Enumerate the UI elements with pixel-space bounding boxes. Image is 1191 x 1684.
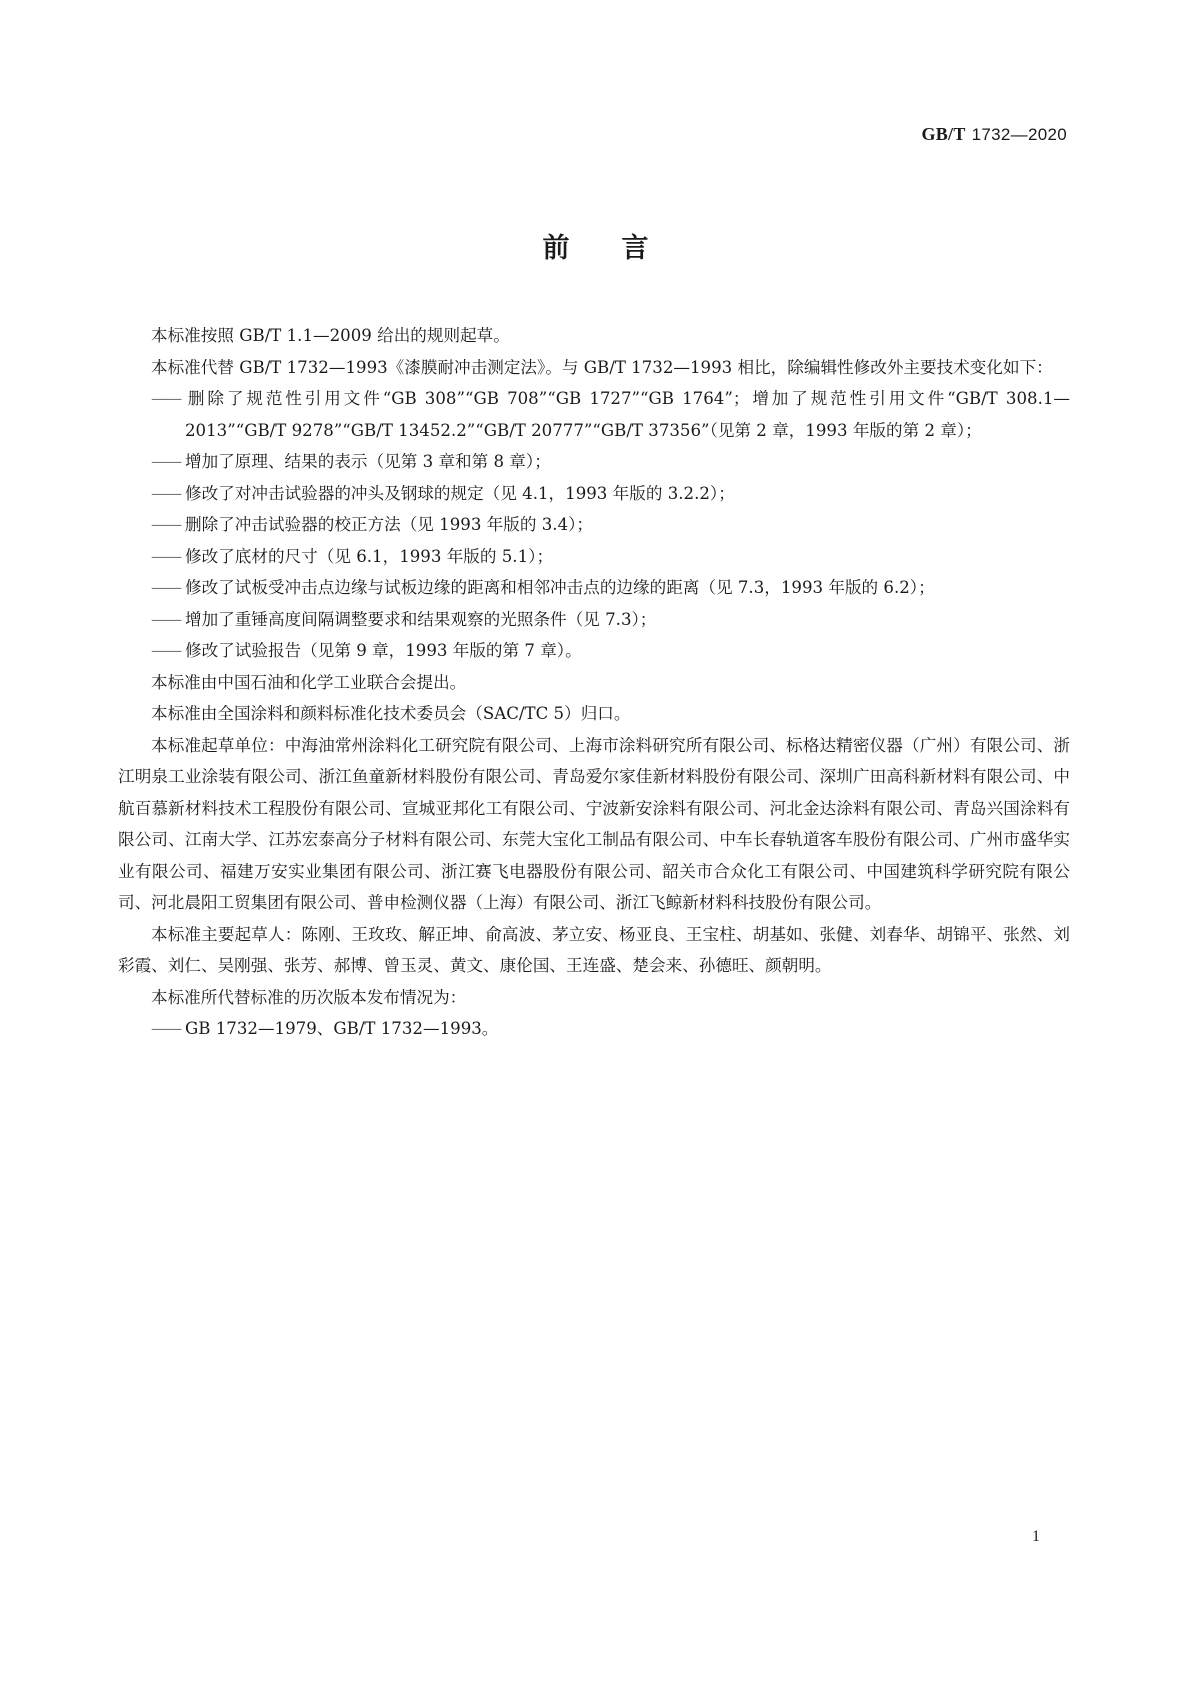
dash-bullet: —— bbox=[151, 578, 181, 597]
list-item: —— 修改了底材的尺寸（见 6.1，1993 年版的 5.1）； bbox=[118, 541, 1070, 573]
list-item: —— 删除了冲击试验器的校正方法（见 1993 年版的 3.4）； bbox=[118, 509, 1070, 541]
paragraph-version-history: 本标准所代替标准的历次版本发布情况为： bbox=[151, 987, 467, 1007]
dash-bullet: —— bbox=[151, 1019, 181, 1038]
dash-bullet: —— bbox=[151, 609, 181, 629]
dash-bullet: —— bbox=[151, 452, 181, 471]
dash-bullet: —— bbox=[151, 641, 181, 660]
standard-code-header bbox=[921, 124, 1067, 145]
list-item: —— 删除了规范性引用文件“GB 308”“GB 708”“GB 1727”“GB 1764”；增加了规范性引用文件“GB/T 308.1—2013”“GB/T 9278”“GB/T 13452.2”“GB/T 20777”“GB/T 37356”（见第 2 章，1993 年版的第 2 章）； bbox=[118, 383, 1070, 446]
paragraph-replacement: 本标准代替 GB/T 1732—1993《漆膜耐冲击测定法》。与 GB/T 1732—1993 相比，除编辑性修改外主要技术变化如下： bbox=[151, 357, 1053, 377]
history-list bbox=[118, 1013, 1070, 1045]
standard-prefix: GB/T bbox=[921, 124, 966, 144]
paragraph-drafting-units: 本标准起草单位：中海油常州涂料化工研究院有限公司、上海市涂料研究所有限公司、标格达精密仪器（广州）有限公司、浙江明泉工业涂装有限公司、浙江鱼童新材料股份有限公司、青岛爱尔家佳新材料股份有限公司、深圳广田高科新材料有限公司、中航百慕新材料技术工程股份有限公司、宣城亚邦化工有限公司、宁波新安涂料有限公司、河北金达涂料有限公司、青岛兴国涂料有限公司、江南大学、江苏宏泰高分子材料有限公司、东莞大宝化工制品有限公司、中车长春轨道客车股份有限公司、广州市盛华实业有限公司、福建万安实业集团有限公司、浙江赛飞电器股份有限公司、韶关市合众化工有限公司、中国建筑科学研究院有限公司、河北晨阳工贸集团有限公司、普申检测仪器（上海）有限公司、浙江飞鲸新材料科技股份有限公司。 bbox=[118, 735, 1070, 912]
page-number: 1 bbox=[1032, 1528, 1040, 1545]
paragraph-administered-by: 本标准由全国涂料和颜料标准化技术委员会（SAC/TC 5）归口。 bbox=[151, 704, 631, 723]
dash-bullet: —— bbox=[151, 515, 181, 534]
standard-number: 1732—2020 bbox=[971, 125, 1067, 144]
paragraph-drafting-rules: 本标准按照 GB/T 1.1—2009 给出的规则起草。 bbox=[151, 326, 510, 345]
list-item: —— 修改了对冲击试验器的冲头及钢球的规定（见 4.1，1993 年版的 3.2.2）； bbox=[118, 478, 1070, 510]
list-item: —— GB 1732—1979、GB/T 1732—1993。 bbox=[118, 1013, 1070, 1045]
list-item: —— 修改了试验报告（见第 9 章，1993 年版的第 7 章）。 bbox=[118, 635, 1070, 667]
dash-bullet: —— bbox=[151, 483, 181, 503]
foreword-content bbox=[118, 320, 1070, 1045]
dash-bullet: —— bbox=[151, 389, 181, 408]
list-item: —— 增加了原理、结果的表示（见第 3 章和第 8 章）； bbox=[118, 446, 1070, 478]
list-item: —— 增加了重锤高度间隔调整要求和结果观察的光照条件（见 7.3）； bbox=[118, 604, 1070, 636]
changes-list bbox=[118, 383, 1070, 667]
paragraph-proposed-by: 本标准由中国石油和化学工业联合会提出。 bbox=[151, 672, 467, 692]
dash-bullet: —— bbox=[151, 546, 181, 566]
paragraph-main-drafters: 本标准主要起草人：陈刚、王玫玫、解正坤、俞高波、茅立安、杨亚良、王宝柱、胡基如、张健、刘春华、胡锦平、张然、刘彩霞、刘仁、吴刚强、张芳、郝博、曾玉灵、黄文、康伦国、王连盛、楚会来、孙德旺、颜朝明。 bbox=[118, 924, 1070, 975]
page-title: 前言 bbox=[542, 233, 701, 264]
list-item: —— 修改了试板受冲击点边缘与试板边缘的距离和相邻冲击点的边缘的距离（见 7.3，1993 年版的 6.2）； bbox=[118, 572, 1070, 604]
